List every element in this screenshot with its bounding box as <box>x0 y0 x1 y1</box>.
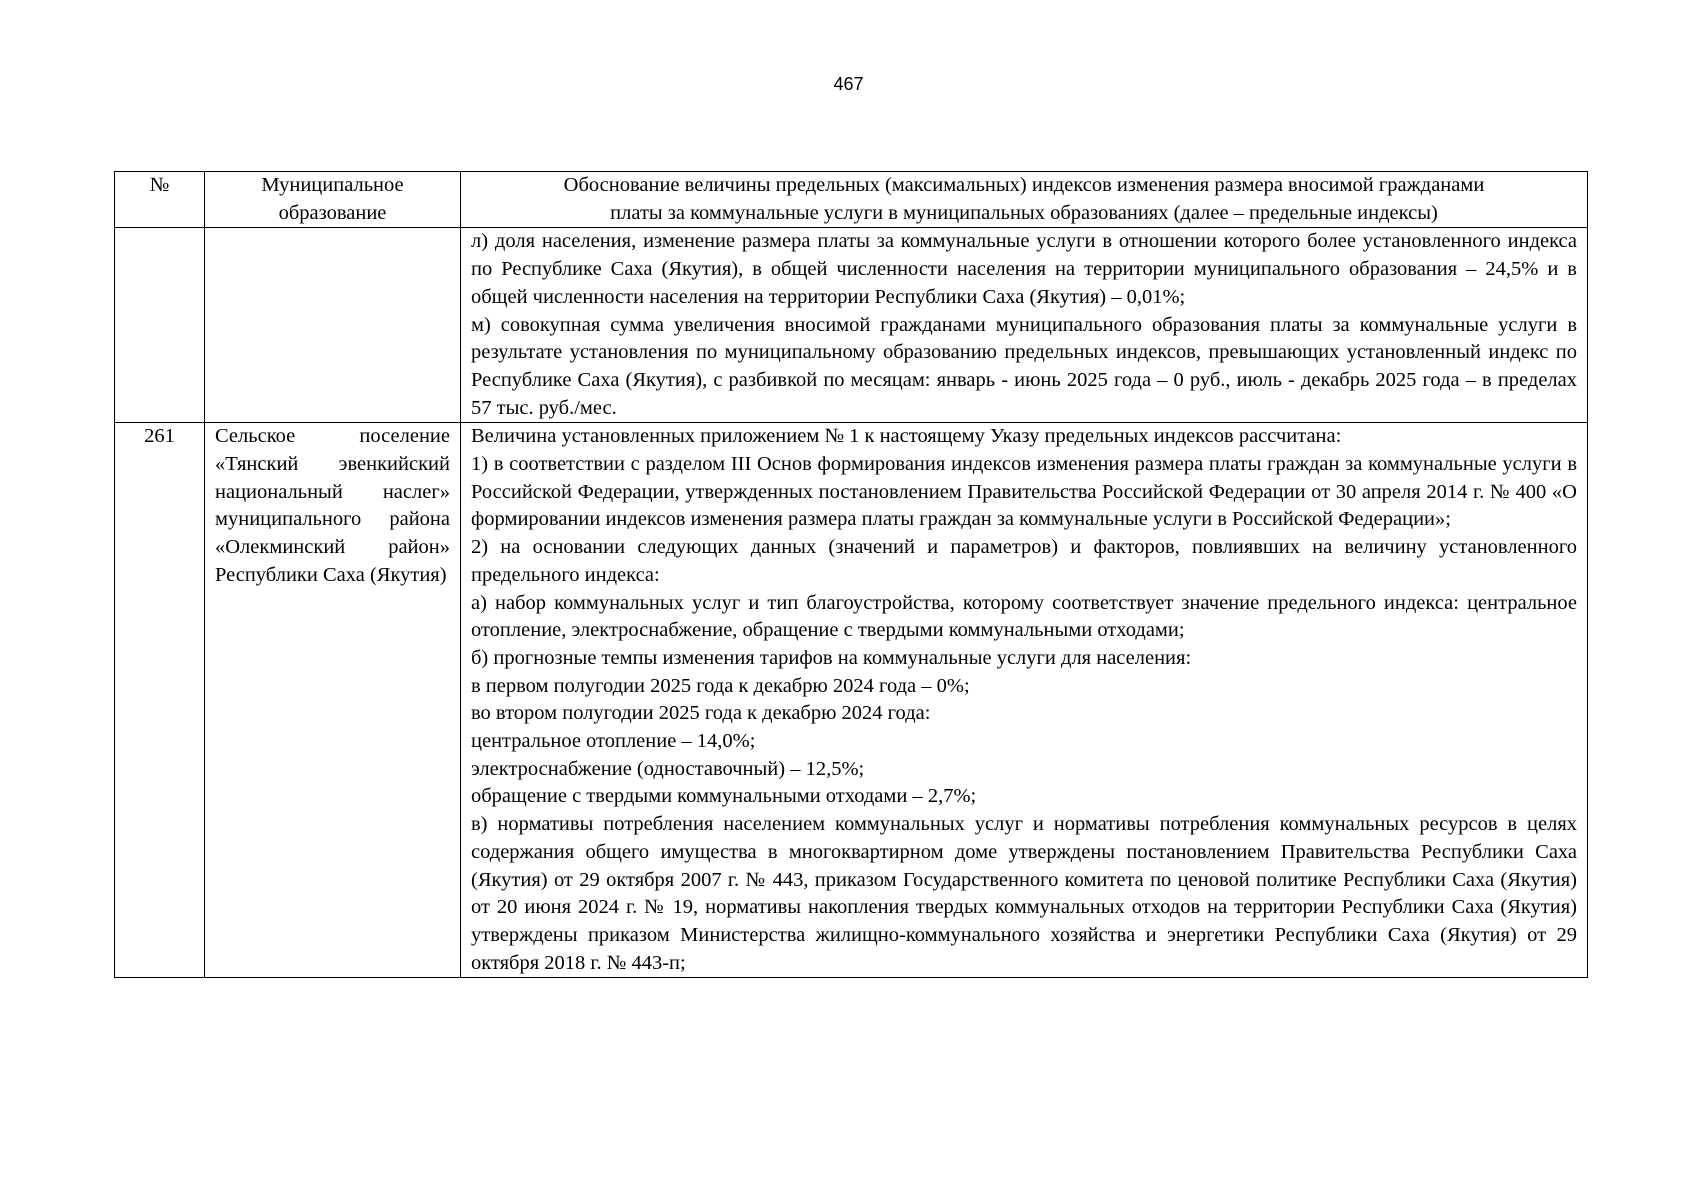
justification-paragraph: а) набор коммунальных услуг и тип благоустройства, которому соответствует значение предельного индекса: центральное отопление, электроснабжение, обращение с твердыми коммунальными отходами; <box>471 591 1577 642</box>
header-justification-line: платы за коммунальные услуги в муниципальных образованиях (далее – предельные индексы) <box>610 201 1438 224</box>
header-justification <box>461 172 1588 228</box>
justification-paragraph: центральное отопление – 14,0%; <box>471 730 756 753</box>
row-number-cell <box>115 228 205 423</box>
row-municipality-cell: Сельское поселение «Тянский эвенкийский национальный наслег» муниципального района «Олекминский район» Республики Саха (Якутия) <box>205 423 461 978</box>
row-justification-cell <box>461 228 1588 423</box>
justification-paragraph: м) совокупная сумма увеличения вносимой гражданами муниципального образования платы за коммунальные услуги в результате установления по муниципальному образованию предельных индексов, превышающих установленный индекс по Республике Саха (Якутия), с разбивкой по месяцам: январь - июнь 2025 года – 0 руб., июль - декабрь 2025 года – в пределах 57 тыс. руб./мес. <box>471 313 1577 419</box>
table-row <box>115 423 1588 978</box>
row-number-cell: 261 <box>115 423 205 978</box>
header-municipality-line: Муниципальное <box>261 174 404 196</box>
table-header-row <box>115 172 1588 228</box>
justification-paragraph: Величина установленных приложением № 1 к настоящему Указу предельных индексов рассчитана: <box>471 425 1342 448</box>
header-municipality-line: образование <box>278 201 387 224</box>
justification-paragraph: электроснабжение (одноставочный) – 12,5%; <box>471 757 865 780</box>
justification-paragraph: обращение с твердыми коммунальными отходами – 2,7%; <box>471 785 977 808</box>
justification-paragraph: в первом полугодии 2025 года к декабрю 2024 года – 0%; <box>471 674 970 697</box>
header-justification-line: Обоснование величины предельных (максимальных) индексов изменения размера вносимой гражданами <box>563 174 1485 196</box>
justification-paragraph: в) нормативы потребления населением коммунальных услуг и нормативы потребления коммунальных ресурсов в целях содержания общего имущества в многоквартирном доме утверждены постановлением Правительства Республики Саха (Якутия) от 29 октября 2007 г. № 443, приказом Государственного комитета по ценовой политике Республики Саха (Якутия) от 20 июня 2024 г. № 19, нормативы накопления твердых коммунальных отходов на территории Республики Саха (Якутия) утверждены приказом Министерства жилищно-коммунального хозяйства и энергетики Республики Саха (Якутия) от 29 октября 2018 г. № 443-п; <box>471 813 1577 974</box>
row-justification-cell <box>461 423 1588 978</box>
justification-paragraph: л) доля населения, изменение размера платы за коммунальные услуги в отношении которого более установленного индекса по Республике Саха (Якутия), в общей численности населения на территории муниципального образования – 24,5% и в общей численности населения на территории Республики Саха (Якутия) – 0,01%; <box>471 230 1577 308</box>
header-number: № <box>115 172 205 228</box>
table-row <box>115 228 1588 423</box>
limit-index-table <box>114 171 1588 978</box>
page-number: 467 <box>833 74 864 94</box>
header-municipality <box>205 172 461 228</box>
justification-paragraph: 1) в соответствии с разделом III Основ формирования индексов изменения размера платы граждан за коммунальные услуги в Российской Федерации, утвержденных постановлением Правительства Российской Федерации от 30 апреля 2014 г. № 400 «О формировании индексов изменения размера платы граждан за коммунальные услуги в Российской Федерации»; <box>471 453 1577 531</box>
row-municipality-cell <box>205 228 461 423</box>
justification-paragraph: б) прогнозные темпы изменения тарифов на коммунальные услуги для населения: <box>471 646 1192 669</box>
justification-paragraph: 2) на основании следующих данных (значений и параметров) и факторов, повлиявших на величину установленного предельного индекса: <box>471 536 1577 586</box>
justification-paragraph: во втором полугодии 2025 года к декабрю 2024 года: <box>471 702 931 725</box>
